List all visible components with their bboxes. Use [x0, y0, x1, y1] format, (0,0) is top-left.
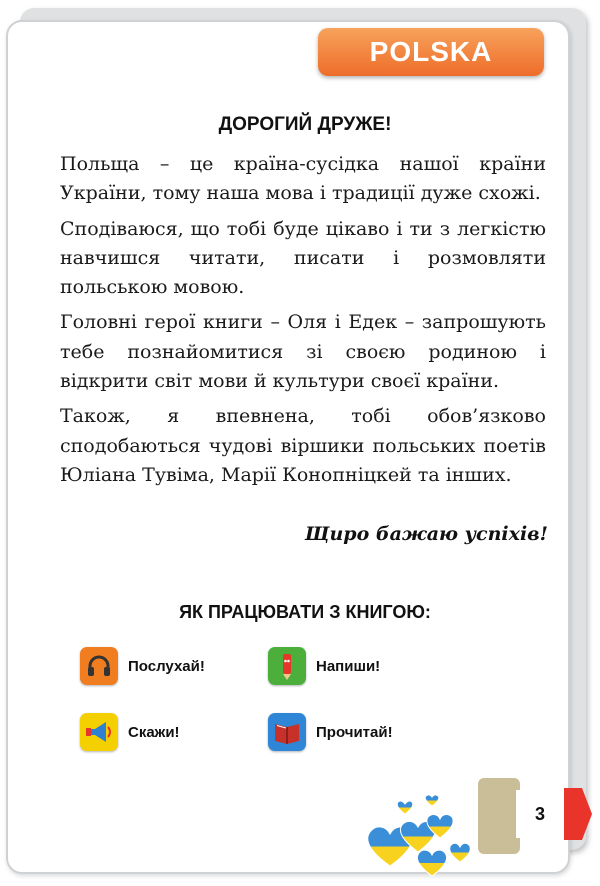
page-number: 3 [516, 790, 564, 838]
guide-item-read [268, 713, 393, 751]
guide-item-label: Послухай! [128, 657, 205, 675]
hearts-decoration [360, 786, 510, 882]
guide-item-speak [80, 713, 180, 751]
section-tab [318, 28, 544, 76]
heart-icon [450, 843, 471, 862]
letter-paragraph: Також, я впевнена, тобі обов’язково сподобаються чудові віршики польських поетів Юліана Тувіма, Марії Конопніцкей та інших. [60, 405, 546, 486]
book-icon [268, 713, 306, 751]
headphones-icon [80, 647, 118, 685]
page-arrow-shape [564, 788, 592, 840]
heart-icon [425, 795, 439, 806]
section-tab-label: POLSKA [369, 36, 493, 67]
guide-item-listen [80, 647, 205, 685]
letter-signoff: Щиро бажаю успіхів! [304, 523, 548, 545]
heart-icon [417, 850, 446, 876]
letter-paragraph: Польща – це країна-сусідка нашої країни України, тому наша мова і традиції дуже схожі. [60, 153, 546, 205]
megaphone-icon [80, 713, 118, 751]
guide-item-label: Прочитай! [316, 723, 393, 741]
guide-item-write [268, 647, 380, 685]
letter-paragraph: Сподіваюся, що тобі буде цікаво і ти з легкістю навчишся читати, писати і розмовляти польською мовою. [60, 217, 546, 299]
letter-greeting: ДОРОГИЙ ДРУЖЕ! [218, 114, 392, 135]
guide-title: ЯК ПРАЦЮВАТИ З КНИГОЮ: [179, 602, 431, 622]
letter-body [60, 150, 546, 496]
guide-item-label: Напиши! [316, 657, 381, 675]
guide-item-label: Скажи! [128, 723, 180, 741]
pencil-icon [268, 647, 306, 685]
letter-paragraph: Головні герої книги – Оля і Едек – запрошують тебе познайомитися зі своєю родиною і відкрити світ мови й культури своєї країни. [60, 311, 546, 393]
heart-icon [397, 801, 412, 814]
